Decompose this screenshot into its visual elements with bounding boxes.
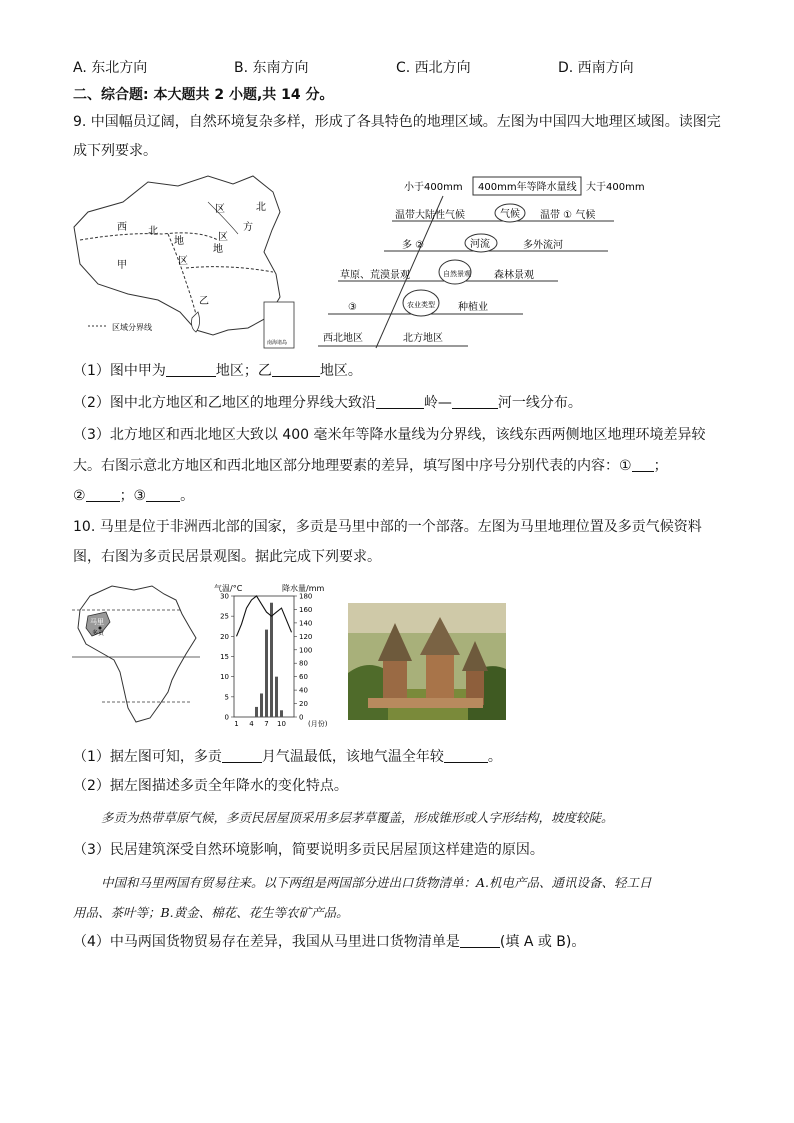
diagram-row1-left: 温带大陆性气候 xyxy=(395,210,465,221)
option-a: A. 东北方向 xyxy=(73,60,148,76)
left-tick-label: 20 xyxy=(220,632,229,641)
map-label-qu3: 区 xyxy=(215,204,225,215)
q10-info2-line2: 用品、茶叶等；B.黄金、棉花、花生等农矿产品。 xyxy=(73,905,349,920)
right-tick-label: 40 xyxy=(299,686,308,695)
map-label-xi: 西 xyxy=(117,222,127,233)
diagram-top-box: 400mm年等降水量线 xyxy=(478,182,577,193)
chart-right-title: 降水量/mm xyxy=(282,584,325,593)
diagram-row4-right: 种植业 xyxy=(458,302,488,313)
right-tick-label: 80 xyxy=(299,659,308,668)
dogon-dwelling-photo xyxy=(348,603,506,720)
left-tick-label: 10 xyxy=(220,673,229,682)
x-tick-label: 4 xyxy=(249,720,254,728)
diagram-top-left: 小于400mm xyxy=(404,182,463,193)
option-d: D. 西南方向 xyxy=(558,60,634,76)
diagram-row3-left: 草原、荒漠景观 xyxy=(340,270,410,281)
map-label-fang: 方 xyxy=(243,222,253,233)
blank[interactable] xyxy=(460,933,500,948)
diagram-row4-center: 农业类型 xyxy=(407,301,435,309)
q10-part3: （3）民居建筑深受自然环境影响，简要说明多贡民居屋顶这样建造的原因。 xyxy=(73,842,544,858)
x-tick-label: 10 xyxy=(277,720,286,728)
diagram-bottom-left: 西北地区 xyxy=(323,333,363,344)
map-label-qu2: 区 xyxy=(178,256,188,267)
blank[interactable] xyxy=(146,487,180,502)
map-label-yi: 乙 xyxy=(199,296,209,307)
right-tick-label: 60 xyxy=(299,673,308,682)
q9-part3-line1: （3）北方地区和西北地区大致以 400 毫米年等降水量线为分界线，该线东西两侧地区地理环境差异较 xyxy=(73,427,706,443)
map-label-bei2: 北 xyxy=(256,202,266,213)
diagram-row3-center: 自然景观 xyxy=(443,270,471,278)
q9-part2: （2）图中北方地区和乙地区的地理分界线大致沿 岭— 河一线分布。 xyxy=(73,395,582,411)
blank[interactable] xyxy=(632,457,654,472)
map-label-di1: 地 xyxy=(174,236,184,247)
region-comparison-diagram xyxy=(318,174,654,350)
option-b: B. 东南方向 xyxy=(234,60,309,76)
q10-stem-line1: 10. 马里是位于非洲西北部的国家，多贡是马里中部的一个部落。左图为马里地理位置及多贡气候资料 xyxy=(73,519,702,535)
precip-bar xyxy=(275,677,278,717)
right-tick-label: 20 xyxy=(299,700,308,709)
map-label-jia: 甲 xyxy=(117,260,127,271)
section-title: 二、综合题: 本大题共 2 小题,共 14 分。 xyxy=(73,87,334,103)
dogon-label: 多贡 xyxy=(92,630,105,637)
china-regions-map xyxy=(68,172,303,352)
right-tick-label: 180 xyxy=(299,592,313,601)
right-tick-label: 100 xyxy=(299,646,313,655)
diagram-row1-right: 温带 ① 气候 xyxy=(540,210,596,221)
blank[interactable] xyxy=(272,362,320,377)
precip-bar xyxy=(265,630,268,717)
q9-part3-line3: ② ；③ 。 xyxy=(73,488,195,504)
africa-map xyxy=(72,580,200,730)
x-tick-label: 1 xyxy=(234,720,239,728)
left-tick-label: 0 xyxy=(224,713,229,722)
left-tick-label: 25 xyxy=(220,612,229,621)
precip-bar xyxy=(255,707,258,717)
diagram-row3-right: 森林景观 xyxy=(494,270,534,281)
q9-part1: （1）图中甲为 地区；乙 地区。 xyxy=(73,363,362,379)
precip-bar xyxy=(270,603,273,717)
blank[interactable] xyxy=(222,748,262,763)
right-tick-label: 160 xyxy=(299,605,313,614)
left-tick-label: 5 xyxy=(224,693,229,702)
diagram-row4-left: ③ xyxy=(348,302,357,313)
option-c: C. 西北方向 xyxy=(396,60,471,76)
q10-part2: （2）据左图描述多贡全年降水的变化特点。 xyxy=(73,778,348,794)
map-legend: 区域分界线 xyxy=(112,323,152,332)
blank[interactable] xyxy=(166,362,216,377)
diagram-row2-left: 多 ② xyxy=(402,240,425,251)
diagram-bottom-right: 北方地区 xyxy=(403,333,443,344)
q10-info1: 多贡为热带草原气候，多贡民居屋顶采用多层茅草覆盖，形成锥形或人字形结构，坡度较陡。 xyxy=(101,810,614,825)
q10-part1: （1）据左图可知，多贡 月气温最低，该地气温全年较 。 xyxy=(73,749,502,765)
climate-chart xyxy=(210,580,335,730)
right-tick-label: 0 xyxy=(299,713,304,722)
precip-bar xyxy=(280,710,283,717)
blank[interactable] xyxy=(376,394,424,409)
q10-stem-line2: 图，右图为多贡民居景观图。据此完成下列要求。 xyxy=(73,549,381,565)
right-tick-label: 120 xyxy=(299,632,313,641)
chart-x-unit: (月份) xyxy=(308,720,328,728)
blank[interactable] xyxy=(444,748,488,763)
chart-left-title: 气温/°C xyxy=(214,584,243,593)
q9-part3-line2: 大。右图示意北方地区和西北地区部分地理要素的差异，填写图中序号分别代表的内容：① ； xyxy=(73,458,668,474)
x-tick-label: 7 xyxy=(264,720,269,728)
map-label-bei1: 北 xyxy=(148,226,158,237)
map-label-qu1: 区 xyxy=(218,232,228,243)
q10-part4: （4）中马两国货物贸易存在差异，我国从马里进口货物清单是 (填 A 或 B)。 xyxy=(73,934,586,950)
q9-stem-line2: 成下列要求。 xyxy=(73,143,157,159)
left-tick-label: 15 xyxy=(220,653,229,661)
map-inset-label: 南海诸岛 xyxy=(267,340,288,346)
diagram-row2-right: 多外流河 xyxy=(523,240,563,251)
right-tick-label: 140 xyxy=(299,619,313,628)
map-label-di2: 地 xyxy=(213,244,223,255)
diagram-top-right: 大于400mm xyxy=(586,182,645,193)
q9-stem-line1: 9. 中国幅员辽阔，自然环境复杂多样，形成了各具特色的地理区域。左图为中国四大地理区域图。读图完 xyxy=(73,114,721,130)
precip-bar xyxy=(260,693,263,717)
mali-label: 马里 xyxy=(90,618,104,626)
blank[interactable] xyxy=(452,394,498,409)
diagram-row2-center: 河流 xyxy=(470,239,490,250)
plot-frame xyxy=(234,596,294,717)
blank[interactable] xyxy=(86,487,120,502)
q10-info2-line1: 中国和马里两国有贸易往来。以下两组是两国部分进出口货物清单：A.机电产品、通讯设备、轻工日 xyxy=(101,875,652,890)
diagram-row1-center: 气候 xyxy=(500,209,520,220)
left-tick-label: 30 xyxy=(220,592,229,601)
